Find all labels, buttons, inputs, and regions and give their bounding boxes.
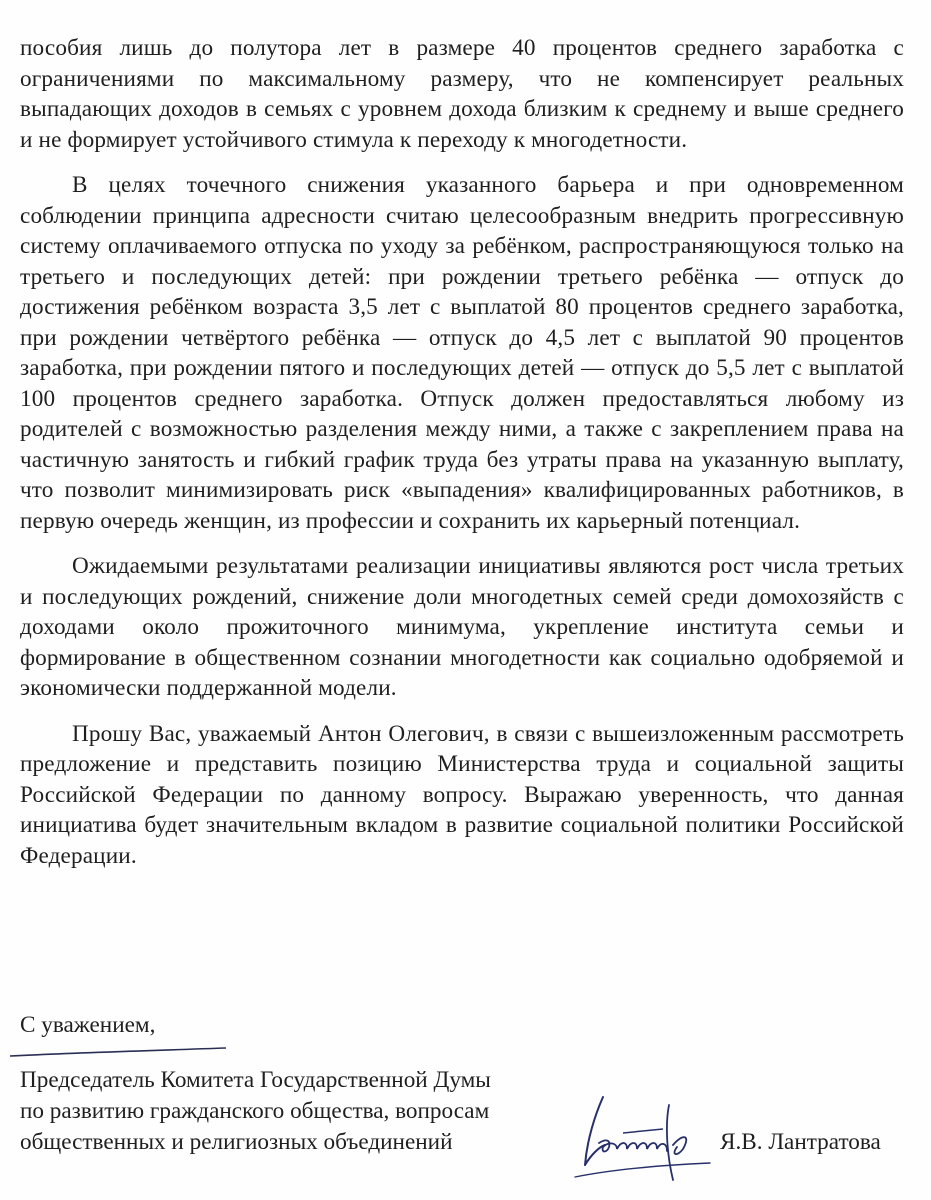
signer-title-line: по развитию гражданского общества, вопросам — [20, 1098, 490, 1124]
paragraph-request: Прошу Вас, уважаемый Антон Олегович, в связи с вышеизложенным рассмотреть предложение и представить позицию Министерства труда и социальной защиты Российской Федерации по данному вопросу. Выражаю уверенность, что данная инициатива будет значительным вкладом в развитие социальной политики Российской Федерации. — [20, 720, 904, 869]
paragraph-proposal: В целях точечного снижения указанного барьера и при одновременном соблюдении принципа адресности считаю целесообразным внедрить прогрессивную систему оплачиваемого отпуска по уходу за ребёнком, распространяющуюся только на третьего и последующих детей: при рождении третьего ребёнка — отпуск до достижения ребёнком возраста 3,5 лет с выплатой 80 процентов среднего заработка, при рождении четвёртого ребёнка — отпуск до 4,5 лет с выплатой 90 процентов заработка, при рождении пятого и последующих детей — отпуск до 5,5 лет с выплатой 100 процентов среднего заработка. Отпуск должен предоставляться любому из родителей с возможностью разделения между ними, а также с закреплением права на частичную занятость и гибкий график труда без утраты права на указанную выплату, что позволит минимизировать риск «выпадения» квалифицированных работников, в первую очередь женщин, из профессии и сохранить их карьерный потенциал. — [20, 172, 904, 534]
closing-flourish-line — [8, 1046, 228, 1060]
signer-title-line: общественных и религиозных объединений — [20, 1129, 453, 1155]
closing-phrase: С уважением, — [20, 1012, 156, 1038]
paragraph-continuation: пособия лишь до полутора лет в размере 40 процентов среднего заработка с ограничениями по максимальному размеру, что не компенсирует реальных выпадающих доходов в семьях с уровнем дохода близким к среднему и выше среднего и не формирует устойчивого стимула к переходу к многодетности. — [20, 35, 904, 153]
letter-body — [20, 33, 904, 871]
paragraph-expected-results: Ожидаемыми результатами реализации инициативы являются рост числа третьих и последующих рождений, снижение доли многодетных семей среди домохозяйств с доходами около прожиточного минимума, укрепление института семьи и формирование в общественном сознании многодетности как социально одобряемой и экономически поддержанной модели. — [20, 553, 904, 701]
handwritten-signature — [565, 1085, 715, 1190]
signer-name: Я.В. Лантратова — [720, 1129, 881, 1155]
signer-title-line: Председатель Комитета Государственной Думы — [20, 1067, 491, 1093]
